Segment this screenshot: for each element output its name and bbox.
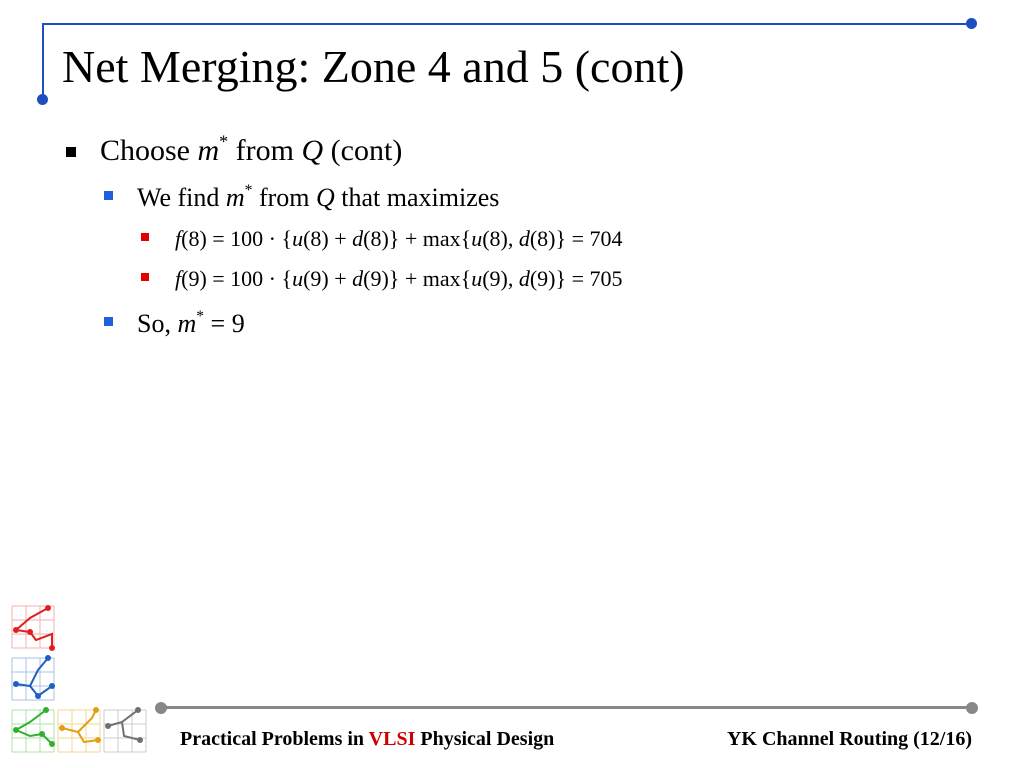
frame-dot-top-right [966,18,977,29]
footer-course-title: Practical Problems in VLSI Physical Design [180,728,555,750]
frame-dot-bottom-left [37,94,48,105]
bullet-marker-red-icon [141,233,149,241]
bullet-marker-blue-icon [104,317,113,326]
bullet-marker-red-icon [141,273,149,281]
bullet-f9-equation: f(9) = 100 · {u(9) + d(9)} + max{u(9), d(9)} = 705 [175,266,623,291]
bullet-choose-m: Choose m* from Q (cont) [100,131,403,167]
frame-top-line [42,23,972,25]
footer-slide-number: YK Channel Routing (12/16) [726,728,972,750]
footer-line [160,706,972,709]
bullet-f8-equation: f(8) = 100 · {u(8) + d(8)} + max{u(8), d(8)} = 704 [175,226,623,251]
bullet-marker-blue-icon [104,191,113,200]
slide-title: Net Merging: Zone 4 and 5 (cont) [62,41,685,92]
frame-left-line [42,23,44,99]
footer-dot-right [966,702,978,714]
bullet-so-m-equals: So, m* = 9 [137,308,245,338]
vlsi-grid-logo-icon [8,600,148,760]
bullet-marker-square-icon [66,147,76,157]
bullet-we-find: We find m* from Q that maximizes [137,182,500,212]
